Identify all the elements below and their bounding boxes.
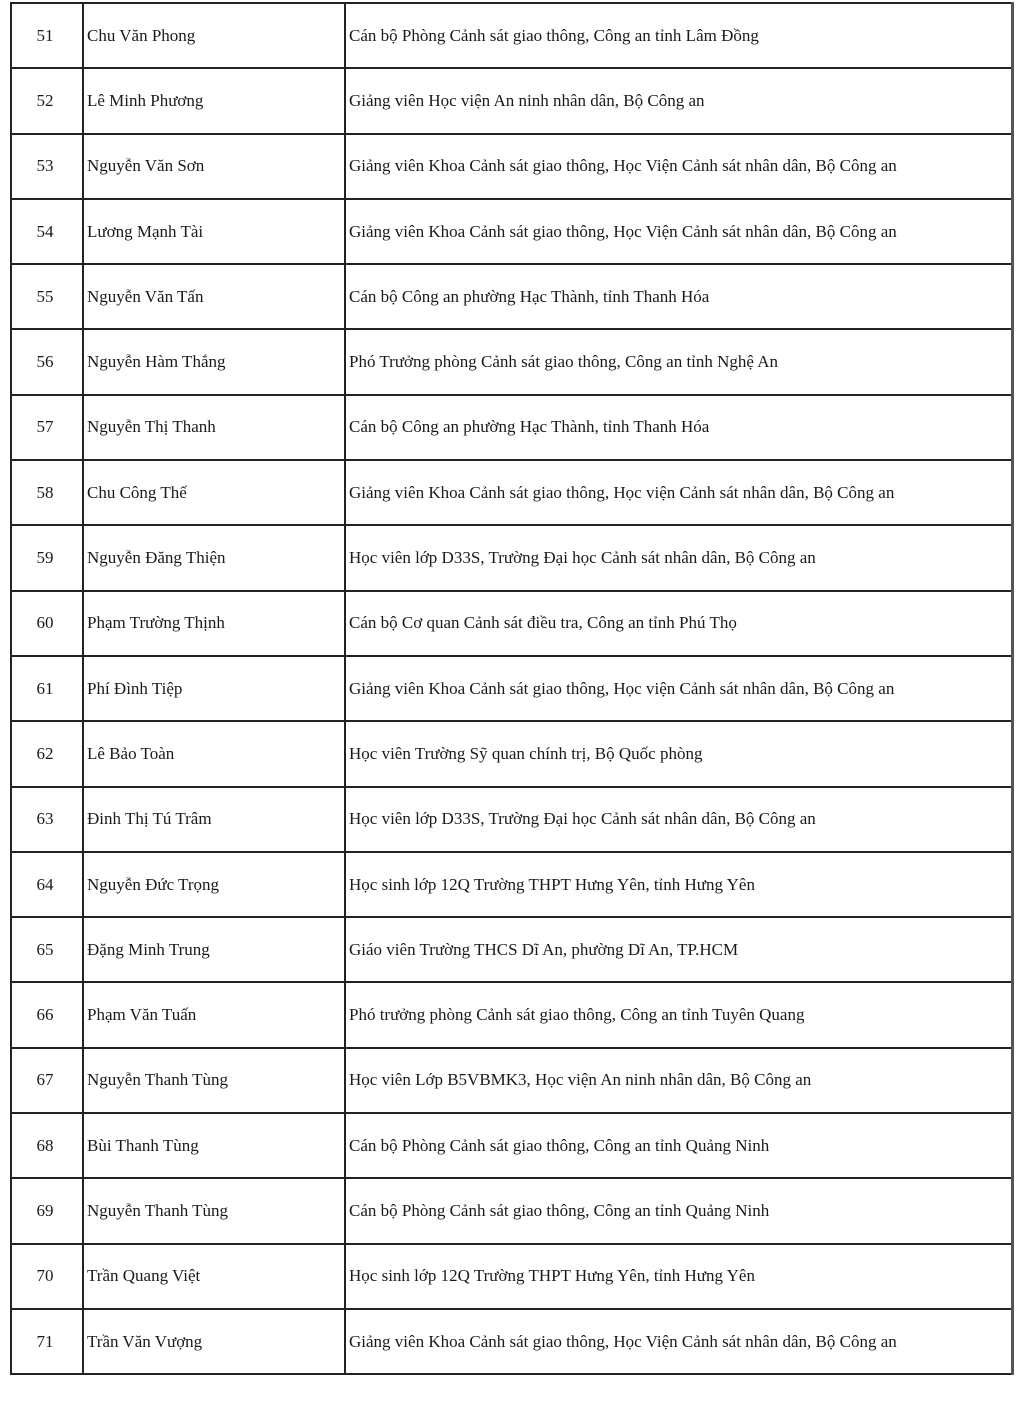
table-row	[11, 3, 1013, 68]
person-name: Nguyễn Thanh Tùng	[83, 1178, 345, 1243]
person-name: Nguyễn Đức Trọng	[83, 852, 345, 917]
table-row	[11, 525, 1013, 590]
person-unit: Cán bộ Phòng Cảnh sát giao thông, Công an tỉnh Lâm Đồng	[345, 3, 1013, 68]
row-number: 52	[11, 68, 83, 133]
row-number: 71	[11, 1309, 83, 1374]
person-unit: Học viên Lớp B5VBMK3, Học viện An ninh nhân dân, Bộ Công an	[345, 1048, 1013, 1113]
row-number: 63	[11, 787, 83, 852]
person-unit: Giảng viên Khoa Cảnh sát giao thông, Học viện Cảnh sát nhân dân, Bộ Công an	[345, 460, 1013, 525]
table-row	[11, 329, 1013, 394]
row-number: 53	[11, 134, 83, 199]
person-name: Trần Quang Việt	[83, 1244, 345, 1309]
person-unit: Học viên lớp D33S, Trường Đại học Cảnh sát nhân dân, Bộ Công an	[345, 525, 1013, 590]
person-unit: Học sinh lớp 12Q Trường THPT Hưng Yên, tỉnh Hưng Yên	[345, 852, 1013, 917]
person-name: Chu Văn Phong	[83, 3, 345, 68]
row-number: 70	[11, 1244, 83, 1309]
row-number: 54	[11, 199, 83, 264]
row-number: 59	[11, 525, 83, 590]
row-number: 51	[11, 3, 83, 68]
table-row	[11, 264, 1013, 329]
table-row	[11, 1178, 1013, 1243]
table-row	[11, 134, 1013, 199]
person-name: Lương Mạnh Tài	[83, 199, 345, 264]
row-number: 64	[11, 852, 83, 917]
row-number: 57	[11, 395, 83, 460]
person-unit: Học sinh lớp 12Q Trường THPT Hưng Yên, tỉnh Hưng Yên	[345, 1244, 1013, 1309]
table-row	[11, 591, 1013, 656]
row-number: 68	[11, 1113, 83, 1178]
person-unit: Cán bộ Công an phường Hạc Thành, tỉnh Thanh Hóa	[345, 395, 1013, 460]
honoree-table	[10, 2, 1014, 1375]
row-number: 61	[11, 656, 83, 721]
person-name: Bùi Thanh Tùng	[83, 1113, 345, 1178]
person-unit: Học viên Trường Sỹ quan chính trị, Bộ Quốc phòng	[345, 721, 1013, 786]
person-name: Trần Văn Vượng	[83, 1309, 345, 1374]
table-row	[11, 199, 1013, 264]
table-row	[11, 460, 1013, 525]
person-unit: Phó trưởng phòng Cảnh sát giao thông, Công an tỉnh Tuyên Quang	[345, 982, 1013, 1047]
table-row	[11, 1309, 1013, 1374]
person-unit: Giảng viên Học viện An ninh nhân dân, Bộ Công an	[345, 68, 1013, 133]
person-name: Nguyễn Thị Thanh	[83, 395, 345, 460]
person-unit: Cán bộ Công an phường Hạc Thành, tỉnh Thanh Hóa	[345, 264, 1013, 329]
person-unit: Cán bộ Cơ quan Cảnh sát điều tra, Công an tỉnh Phú Thọ	[345, 591, 1013, 656]
person-name: Phạm Văn Tuấn	[83, 982, 345, 1047]
person-name: Đinh Thị Tú Trâm	[83, 787, 345, 852]
row-number: 69	[11, 1178, 83, 1243]
person-unit: Giảng viên Khoa Cảnh sát giao thông, Học Viện Cảnh sát nhân dân, Bộ Công an	[345, 1309, 1013, 1374]
row-number: 56	[11, 329, 83, 394]
person-unit: Giáo viên Trường THCS Dĩ An, phường Dĩ An, TP.HCM	[345, 917, 1013, 982]
row-number: 60	[11, 591, 83, 656]
person-name: Nguyễn Hàm Thắng	[83, 329, 345, 394]
table-row	[11, 1113, 1013, 1178]
table-row	[11, 68, 1013, 133]
person-name: Phí Đình Tiệp	[83, 656, 345, 721]
person-name: Lê Bảo Toàn	[83, 721, 345, 786]
person-unit: Phó Trưởng phòng Cảnh sát giao thông, Công an tỉnh Nghệ An	[345, 329, 1013, 394]
row-number: 62	[11, 721, 83, 786]
table-row	[11, 787, 1013, 852]
person-unit: Giảng viên Khoa Cảnh sát giao thông, Học Viện Cảnh sát nhân dân, Bộ Công an	[345, 199, 1013, 264]
person-unit: Cán bộ Phòng Cảnh sát giao thông, Công an tỉnh Quảng Ninh	[345, 1178, 1013, 1243]
row-number: 55	[11, 264, 83, 329]
person-name: Nguyễn Văn Tấn	[83, 264, 345, 329]
row-number: 66	[11, 982, 83, 1047]
table-row	[11, 917, 1013, 982]
person-name: Lê Minh Phương	[83, 68, 345, 133]
person-unit: Cán bộ Phòng Cảnh sát giao thông, Công an tỉnh Quảng Ninh	[345, 1113, 1013, 1178]
person-unit: Giảng viên Khoa Cảnh sát giao thông, Học Viện Cảnh sát nhân dân, Bộ Công an	[345, 134, 1013, 199]
table-row	[11, 721, 1013, 786]
person-name: Nguyễn Đăng Thiện	[83, 525, 345, 590]
row-number: 67	[11, 1048, 83, 1113]
table-row	[11, 1244, 1013, 1309]
person-name: Phạm Trường Thịnh	[83, 591, 345, 656]
table-row	[11, 1048, 1013, 1113]
person-name: Đặng Minh Trung	[83, 917, 345, 982]
person-unit: Giảng viên Khoa Cảnh sát giao thông, Học viện Cảnh sát nhân dân, Bộ Công an	[345, 656, 1013, 721]
person-name: Chu Công Thế	[83, 460, 345, 525]
table-row	[11, 852, 1013, 917]
person-unit: Học viên lớp D33S, Trường Đại học Cảnh sát nhân dân, Bộ Công an	[345, 787, 1013, 852]
row-number: 65	[11, 917, 83, 982]
person-name: Nguyễn Văn Sơn	[83, 134, 345, 199]
row-number: 58	[11, 460, 83, 525]
table-row	[11, 656, 1013, 721]
table-row	[11, 395, 1013, 460]
table-row	[11, 982, 1013, 1047]
person-name: Nguyễn Thanh Tùng	[83, 1048, 345, 1113]
